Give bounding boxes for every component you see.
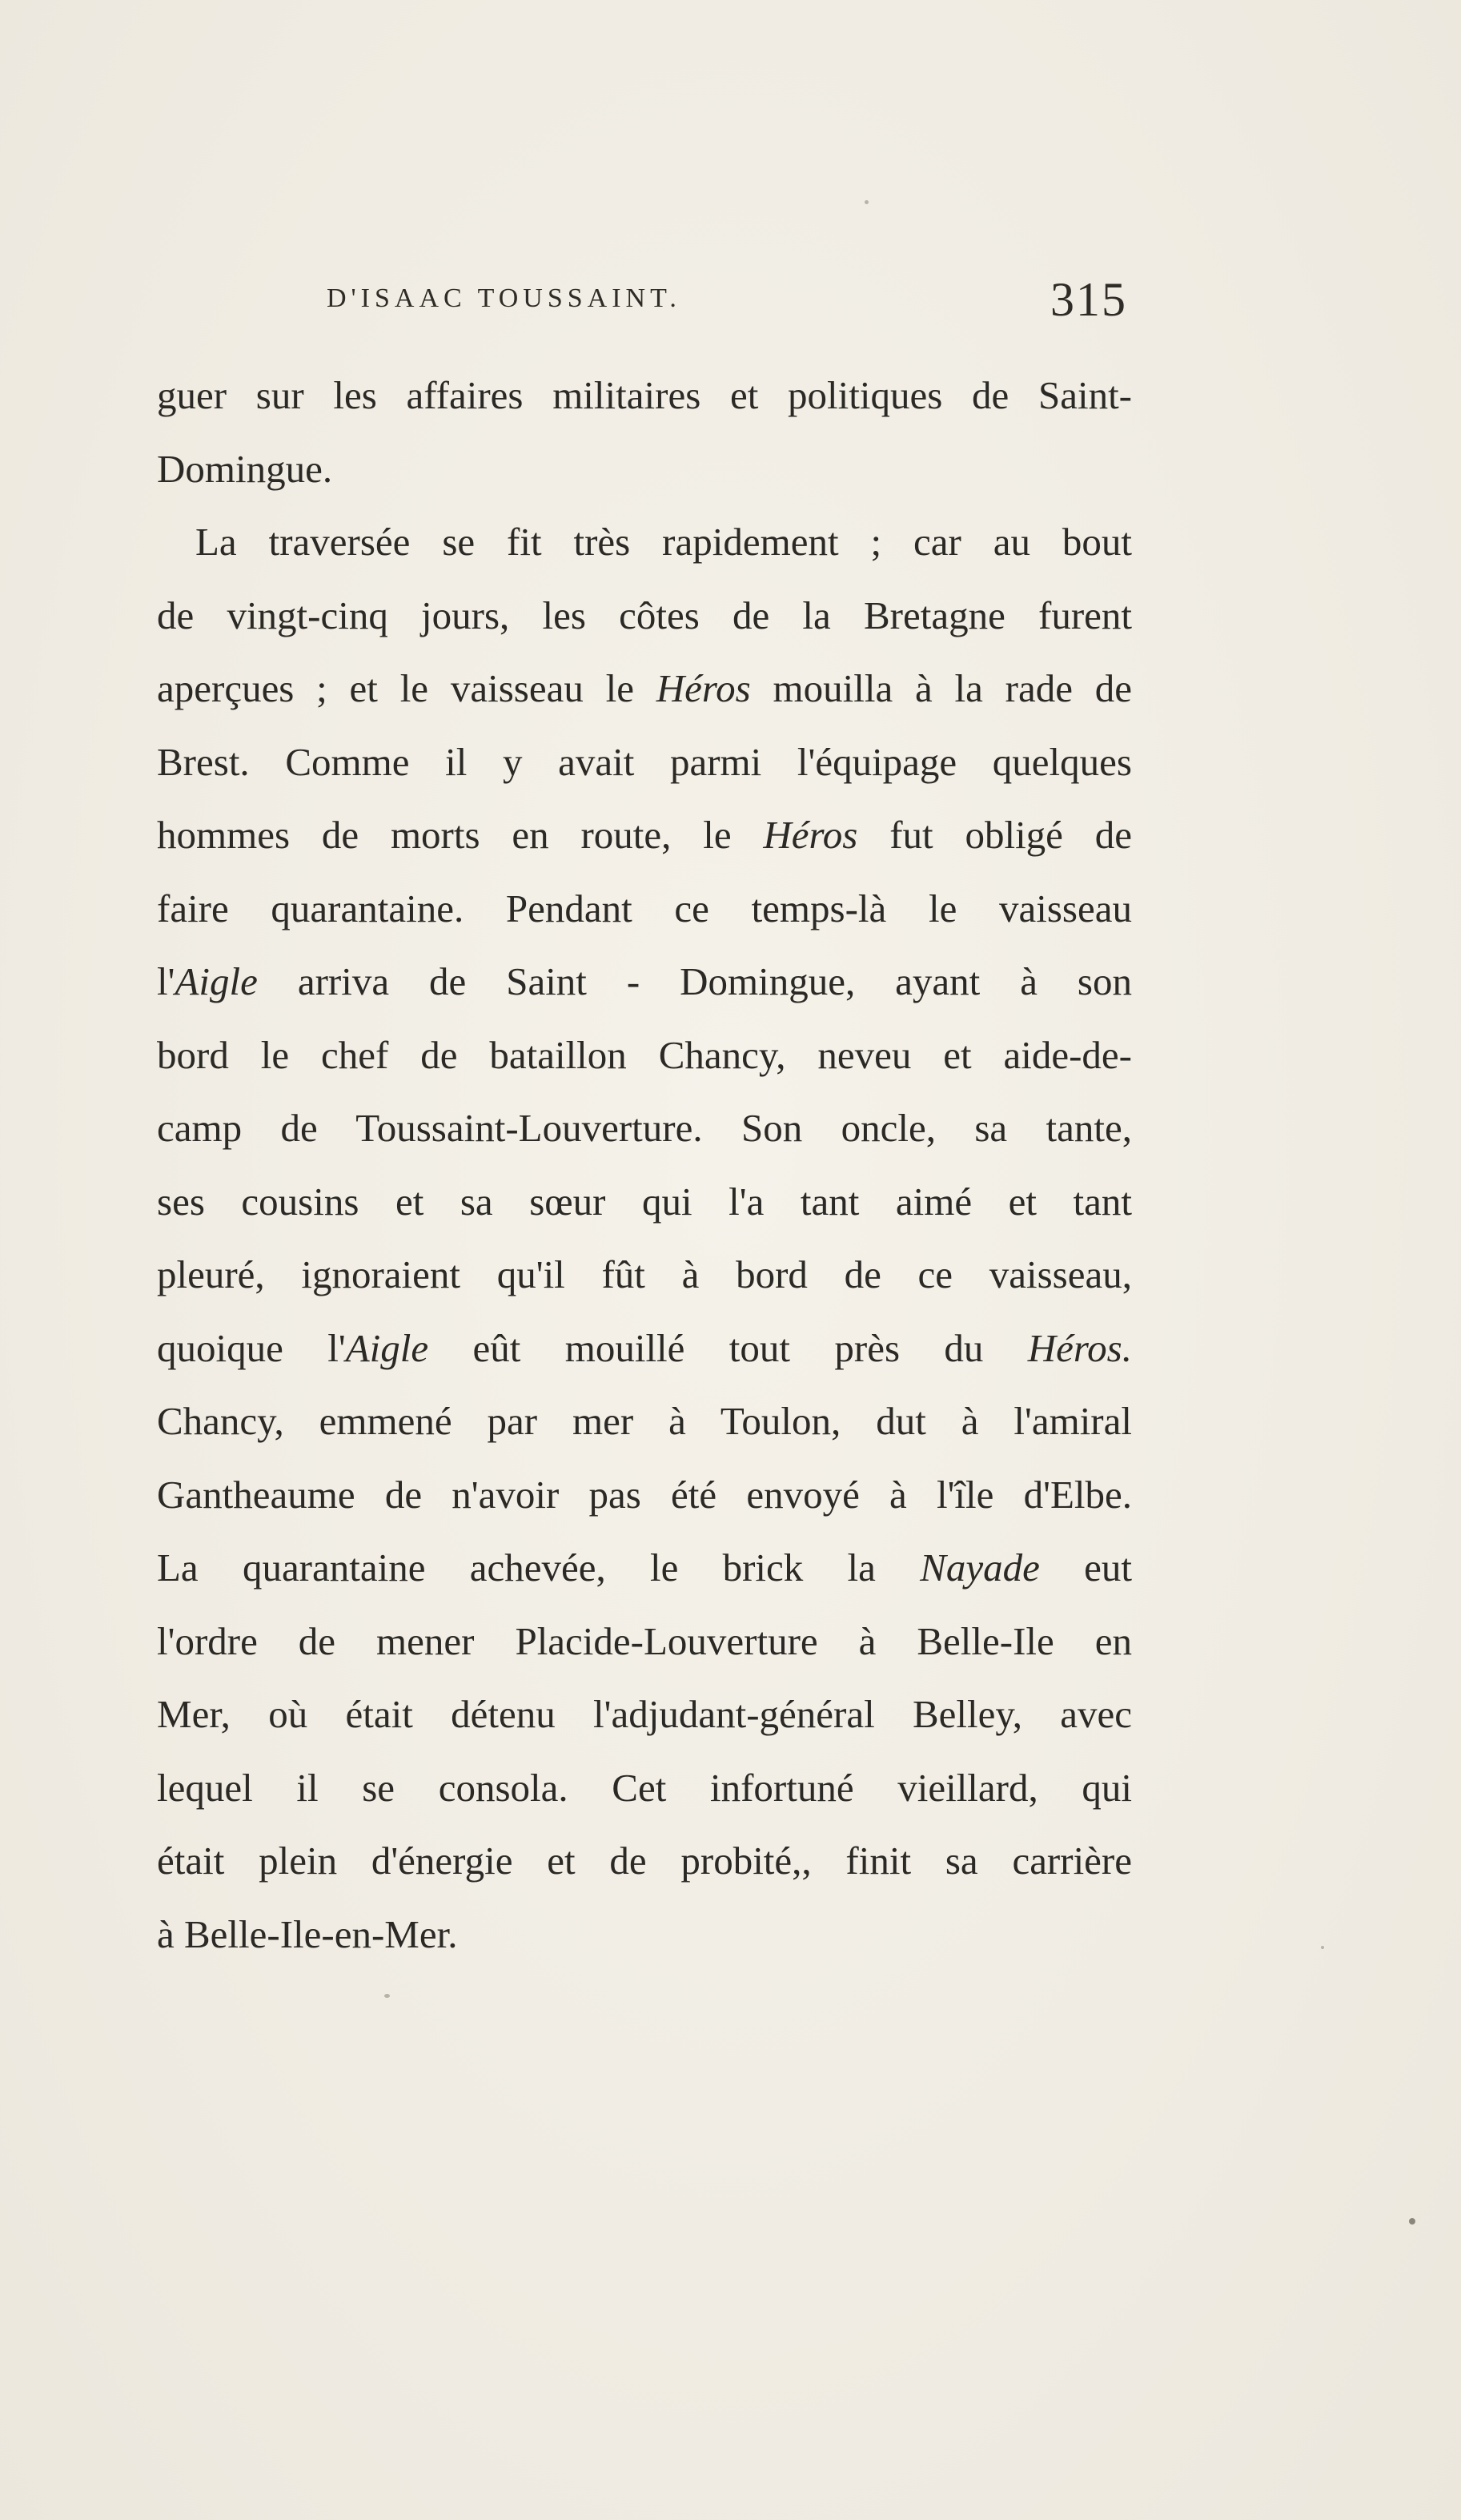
text-run: Mer, où était détenu l'adjudant-général Belley, avec: [157, 1692, 1132, 1736]
text-run: guer sur les affaires militaires et politiques de Saint-: [157, 373, 1132, 417]
text-line: [157, 798, 1132, 872]
text-line: [157, 945, 1132, 1019]
text-run: arriva de Saint - Domingue, ayant à son: [257, 959, 1132, 1003]
paper-speck: [865, 200, 869, 204]
text-run: bord le chef de bataillon Chancy, neveu et aide-de-: [157, 1032, 1132, 1077]
text-run: fut obligé de: [857, 813, 1133, 857]
text-run: ses cousins et sa sœur qui l'a tant aimé et tant: [157, 1179, 1132, 1224]
italic-ship-name: Héros: [656, 666, 751, 710]
text-run: pleuré, ignoraient qu'il fût à bord de ce vaisseau,: [157, 1252, 1132, 1296]
text-run: faire quarantaine. Pendant ce temps-là le vaisseau: [157, 886, 1132, 930]
text-line: [157, 579, 1132, 653]
italic-ship-name: Nayade: [920, 1545, 1040, 1590]
text-line: [157, 1019, 1132, 1092]
text-run: l'ordre de mener Placide-Louverture à Belle-Ile en: [157, 1618, 1132, 1663]
text-run: de vingt-cinq jours, les côtes de la Bretagne furent: [157, 593, 1132, 637]
text-run: lequel il se consola. Cet infortuné vieillard, qui: [157, 1765, 1132, 1810]
text-run: camp de Toussaint-Louverture. Son oncle, sa tante,: [157, 1106, 1132, 1150]
text-line: [157, 1458, 1132, 1532]
text-run: Brest. Comme il y avait parmi l'équipage quelques: [157, 739, 1132, 784]
text-line: [157, 1678, 1132, 1751]
text-line: [157, 1238, 1132, 1312]
text-line: [157, 1751, 1132, 1825]
paper-speck: [1321, 1946, 1324, 1949]
italic-ship-name: Héros.: [1027, 1325, 1132, 1370]
text-line: [157, 359, 1132, 432]
text-line: [157, 432, 1132, 506]
text-run: l': [157, 959, 175, 1003]
text-run: mouilla à la rade de: [750, 666, 1132, 710]
text-line: [157, 1091, 1132, 1165]
paper-speck: [1409, 2218, 1415, 2225]
text-run: eut: [1039, 1545, 1132, 1590]
text-run: La traversée se fit très rapidement ; car au bout: [195, 520, 1132, 564]
italic-ship-name: Aigle: [175, 959, 258, 1003]
text-run: La quarantaine achevée, le brick la: [157, 1545, 921, 1590]
text-line: [157, 1385, 1132, 1458]
text-line: [157, 1531, 1132, 1605]
text-run: Gantheaume de n'avoir pas été envoyé à l'île d'Elbe.: [157, 1472, 1132, 1517]
text-run: aperçues ; et le vaisseau le: [157, 666, 656, 710]
page-number: 315: [1050, 273, 1127, 326]
paper-speck: [384, 1994, 390, 1998]
text-line: [157, 725, 1132, 799]
running-title: D'ISAAC TOUSSAINT.: [327, 283, 681, 313]
text-run: à Belle-Ile-en-Mer.: [157, 1911, 458, 1956]
italic-ship-name: Héros: [763, 813, 858, 857]
text-line: [157, 505, 1132, 579]
text-run: était plein d'énergie et de probité,, finit sa carrière: [157, 1839, 1132, 1883]
running-head: [327, 272, 1127, 336]
text-line: [157, 1605, 1132, 1678]
text-line: [157, 1824, 1132, 1898]
italic-ship-name: Aigle: [345, 1325, 429, 1370]
text-run: quoique l': [157, 1325, 346, 1370]
text-run: Domingue.: [157, 446, 333, 491]
text-run: eût mouillé tout près du: [428, 1325, 1028, 1370]
text-run: Chancy, emmené par mer à Toulon, dut à l'amiral: [157, 1399, 1132, 1443]
text-line: [157, 1165, 1132, 1239]
text-run: hommes de morts en route, le: [157, 813, 764, 857]
text-line: [157, 1898, 1132, 1971]
text-line: [157, 652, 1132, 725]
text-line: [157, 872, 1132, 946]
text-line: [157, 1312, 1132, 1385]
body-text: [157, 359, 1132, 1971]
